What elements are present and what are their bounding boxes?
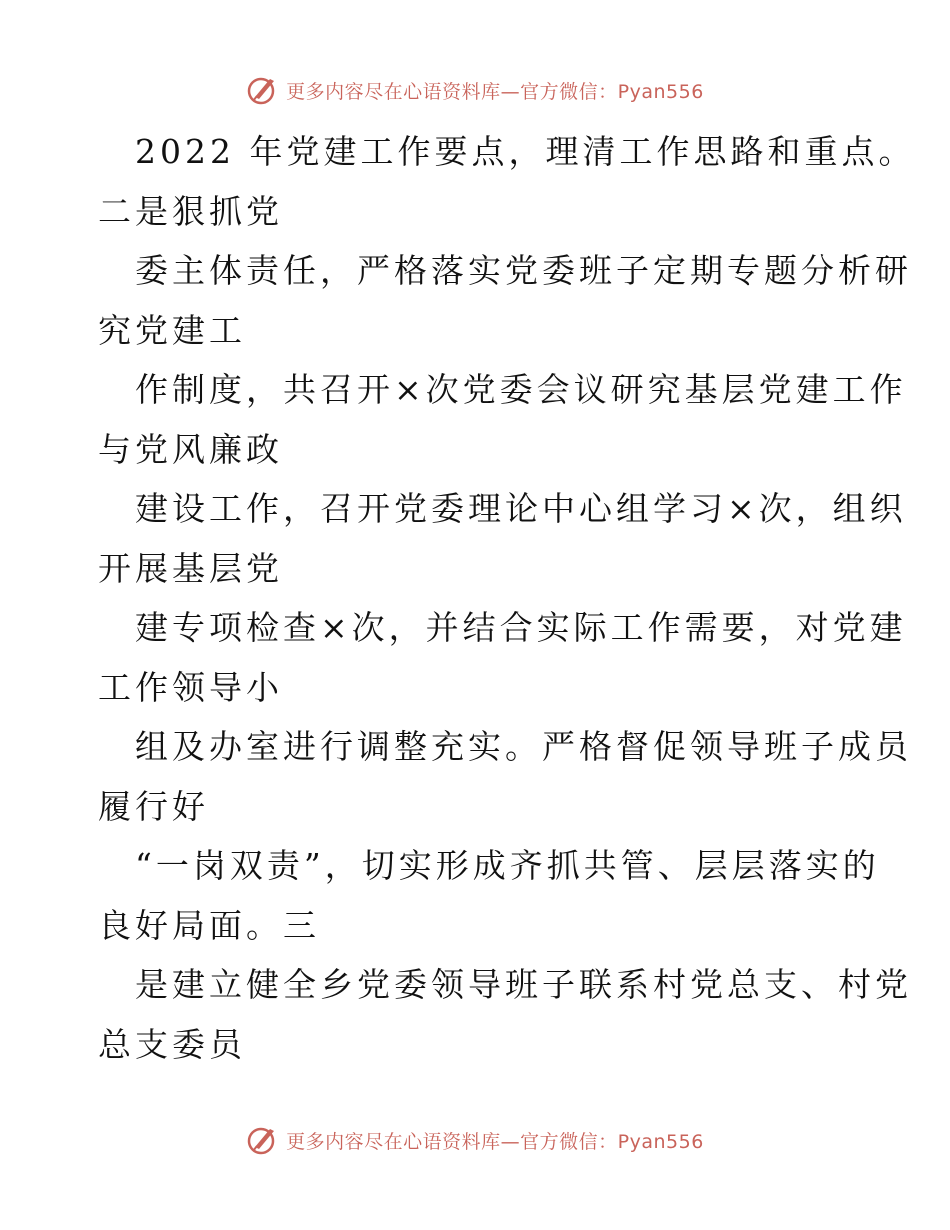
text-line: 总支委员: [98, 1024, 246, 1064]
text-line: 委主体责任，严格落实党委班子定期专题分析研: [135, 251, 912, 290]
text-line: 建专项检查×次，并结合实际工作需要，对党建: [135, 608, 907, 647]
watermark-text: 更多内容尽在心语资料库—官方微信：Pyan556: [286, 80, 704, 103]
text-line: 作制度，共召开×次党委会议研究基层党建工作: [135, 370, 907, 409]
text-line: 二是狠抓党: [98, 191, 283, 231]
quill-logo-icon: [246, 73, 280, 107]
footer-watermark: [0, 1120, 950, 1160]
text-line: 开展基层党: [98, 548, 283, 588]
header-watermark: [0, 70, 950, 110]
text-line: “一岗双责”，切实形成齐抓共管、层层落实的: [135, 846, 880, 885]
text-line: 履行好: [98, 786, 209, 826]
text-line: 建设工作，召开党委理论中心组学习×次，组织: [135, 489, 907, 528]
text-line: 组及办室进行调整充实。严格督促领导班子成员: [135, 727, 912, 766]
quill-logo-icon: [246, 1123, 280, 1157]
watermark-text: 更多内容尽在心语资料库—官方微信：Pyan556: [286, 1130, 704, 1153]
text-line: 与党风廉政: [98, 429, 283, 469]
document-body: [98, 122, 916, 1074]
text-line: 工作领导小: [98, 667, 283, 707]
text-line: 良好局面。三: [98, 905, 320, 945]
text-line: 究党建工: [98, 310, 246, 350]
text-line: 是建立健全乡党委领导班子联系村党总支、村党: [135, 965, 912, 1004]
text-line: 2022 年党建工作要点，理清工作思路和重点。: [135, 132, 916, 171]
